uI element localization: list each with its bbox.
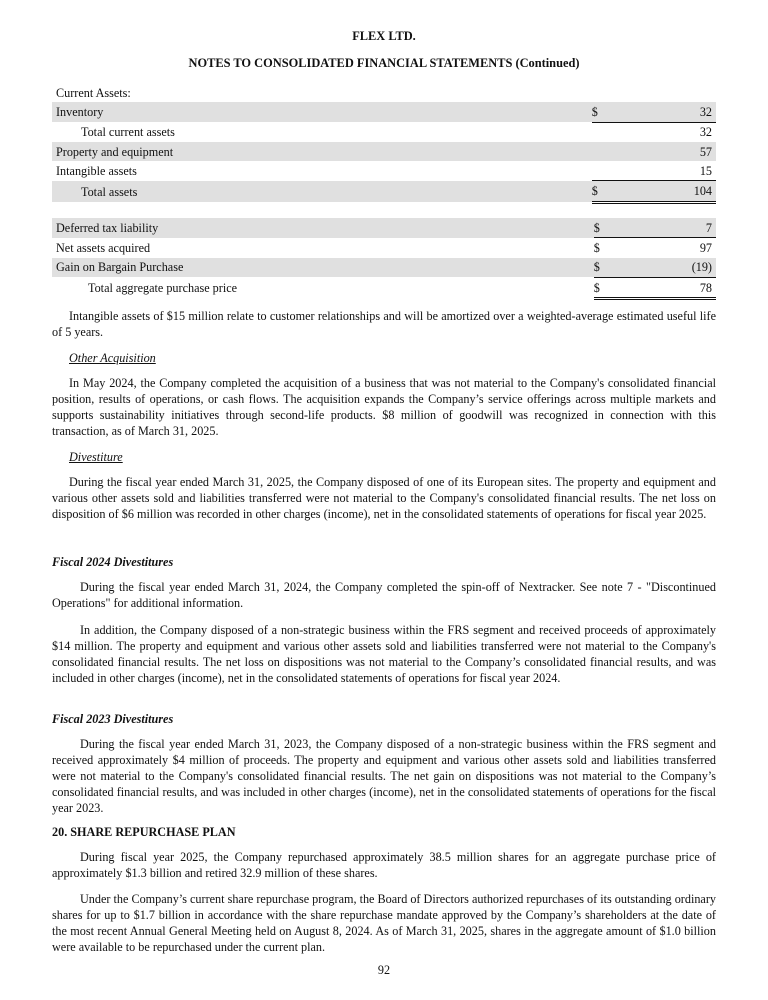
currency-symbol: $ [592, 102, 613, 122]
table-row [52, 277, 716, 298]
fiscal-2024-paragraph-2: In addition, the Company disposed of a non-strategic business within the FRS segment and received proceeds of approximately $14 million. The property and equipment and various other assets sold and liabilities transferred were not material to the Company's consolidated financial results. The net loss on dispositions was not material to the Company’s consolidated financial results, and was included in other charges (income), net in the consolidated statements of operations for fiscal year 2024. [52, 623, 716, 685]
currency-symbol [592, 161, 613, 181]
table-row [52, 181, 716, 202]
row-value: 104 [613, 181, 716, 202]
row-label: Gain on Bargain Purchase [52, 258, 588, 278]
section-label: Current Assets: [56, 85, 131, 100]
company-name: FLEX LTD. [352, 29, 416, 43]
row-label: Intangible assets [56, 164, 137, 179]
fiscal-2023-heading: Fiscal 2023 Divestitures [52, 712, 174, 726]
currency-symbol: $ [593, 240, 600, 255]
currency-symbol [592, 142, 613, 161]
currency-symbol: $ [592, 181, 613, 202]
table-row [52, 142, 716, 161]
row-value: 57 [613, 142, 716, 161]
intangible-assets-paragraph: Intangible assets of $15 million relate to customer relationships and will be amortized over a weighted-average estimated useful life of 5 years. [52, 309, 716, 339]
table-row [52, 238, 716, 258]
row-label: Total aggregate purchase price [88, 281, 238, 296]
share-repurchase-paragraph-2: Under the Company’s current share repurchase program, the Board of Directors authorized repurchases of its outstanding ordinary shares for up to $1.7 billion in accordance with the share repurchase mandate approved by the Company’s shareholders at the date of the most recent Annual General Meeting held on August 8, 2024. As of March 31, 2025, shares in the aggregate amount of $1.0 billion were available to be repurchased under the current plan. [52, 892, 716, 954]
row-value: 32 [699, 125, 712, 140]
fiscal-2023-paragraph: During the fiscal year ended March 31, 2023, the Company disposed of a non-strategic business within the FRS segment and received approximately $4 million of proceeds. The property and equipment and various other assets sold and liabilities transferred were not material to the Company's consolidated financial results. The net gain on dispositions was not material to the Company’s consolidated financial results, and was included in other charges (income), net in the consolidated statements of operations for the fiscal year 2023. [52, 737, 716, 815]
page-number: 92 [377, 963, 391, 977]
share-repurchase-heading: 20. SHARE REPURCHASE PLAN [52, 825, 236, 839]
table-row [52, 161, 716, 181]
other-acquisition-paragraph: In May 2024, the Company completed the acquisition of a business that was not material to the Company's consolidated financial position, results of operations, or cash flows. The acquisition expands the Company’s service offerings across multiple markets and supports sustainability initiatives through second-life products. $8 million of goodwill was recognized in connection with this transaction, as of March 31, 2025. [52, 376, 716, 438]
currency-symbol [592, 122, 613, 142]
assets-table [52, 83, 716, 204]
row-label: Property and equipment [52, 142, 586, 161]
table-row [52, 102, 716, 122]
page-title: NOTES TO CONSOLIDATED FINANCIAL STATEMENTS (Continued) [188, 56, 580, 70]
row-value: 15 [613, 161, 716, 181]
currency-symbol: $ [594, 277, 615, 298]
row-label: Inventory [52, 102, 586, 122]
row-label: Total current assets [81, 124, 175, 139]
table-row [52, 258, 716, 278]
fiscal-2024-paragraph-1: During the fiscal year ended March 31, 2024, the Company completed the spin-off of Nextracker. See note 7 - "Discontinued Operations" for additional information. [52, 580, 716, 610]
liabilities-table [52, 218, 716, 300]
share-repurchase-paragraph-1: During fiscal year 2025, the Company repurchased approximately 38.5 million shares for an aggregate purchase price of approximately $1.3 billion and retired 32.9 million of these shares. [52, 850, 716, 880]
row-label: Total assets [52, 181, 586, 202]
divestiture-paragraph: During the fiscal year ended March 31, 2025, the Company disposed of one of its European sites. The property and equipment and various other assets sold and liabilities transferred were not material to the Company's consolidated financial results. The net loss on disposition of $6 million was recorded in other charges (income), net in the consolidated statements of operations for fiscal year 2025. [52, 475, 716, 521]
other-acquisition-heading: Other Acquisition [69, 351, 156, 365]
table-row [52, 122, 716, 142]
row-value: 97 [699, 240, 712, 255]
table-row [52, 83, 716, 102]
row-label: Net assets acquired [56, 240, 151, 255]
row-value: 78 [615, 277, 716, 298]
table-row [52, 218, 716, 238]
row-label: Deferred tax liability [52, 218, 588, 238]
row-value: (19) [615, 258, 716, 278]
currency-symbol: $ [594, 218, 615, 238]
row-value: 32 [613, 102, 716, 122]
currency-symbol: $ [594, 258, 615, 278]
row-value: 7 [615, 218, 716, 238]
fiscal-2024-heading: Fiscal 2024 Divestitures [52, 555, 174, 569]
divestiture-heading: Divestiture [69, 450, 123, 464]
